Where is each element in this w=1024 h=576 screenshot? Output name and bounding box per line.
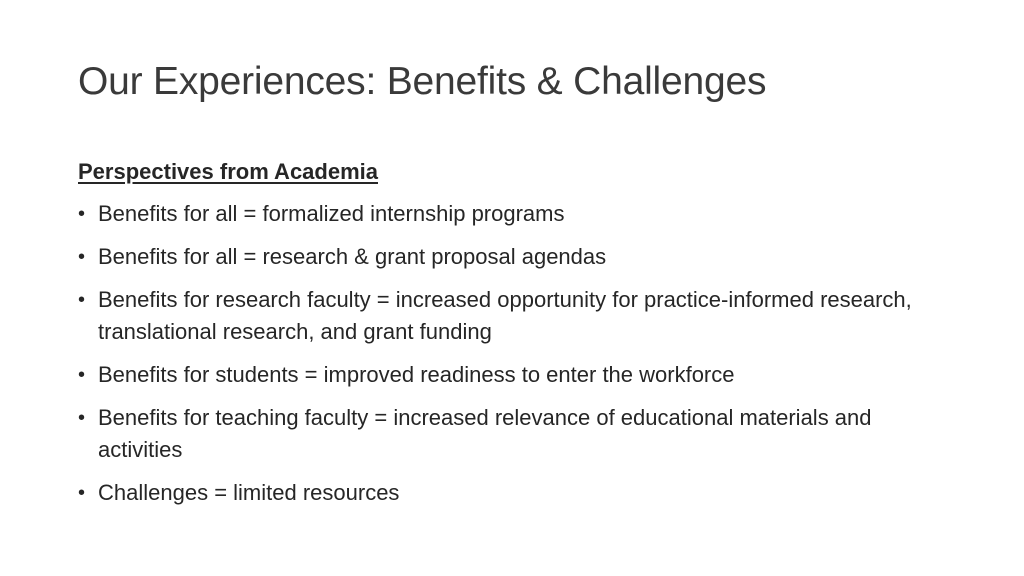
bullet-text: Benefits for teaching faculty = increased relevance of educational materials and activities: [98, 405, 872, 462]
bullet-dot: •: [78, 482, 86, 504]
slide-content: [78, 156, 958, 520]
slide-title: Our Experiences: Benefits & Challenges: [78, 60, 767, 103]
bullet-dot: •: [78, 407, 86, 429]
bullet-item: [78, 198, 958, 230]
bullet-text: Benefits for research faculty = increased opportunity for practice-informed research, translational research, and grant funding: [98, 287, 912, 344]
section-heading: Perspectives from Academia: [78, 159, 378, 184]
bullet-text: Benefits for students = improved readiness to enter the workforce: [98, 362, 735, 387]
bullet-item: [78, 477, 958, 509]
bullet-dot: •: [78, 289, 86, 311]
bullet-dot: •: [78, 364, 86, 386]
bullet-dot: •: [78, 246, 86, 268]
bullet-dot: •: [78, 203, 86, 225]
bullet-item: [78, 402, 958, 466]
bullet-item: [78, 241, 958, 273]
bullet-item: [78, 284, 958, 348]
bullet-text: Challenges = limited resources: [98, 480, 400, 505]
bullet-item: [78, 359, 958, 391]
bullet-text: Benefits for all = formalized internship programs: [98, 201, 565, 226]
bullet-list: [78, 198, 958, 509]
bullet-text: Benefits for all = research & grant proposal agendas: [98, 244, 607, 269]
